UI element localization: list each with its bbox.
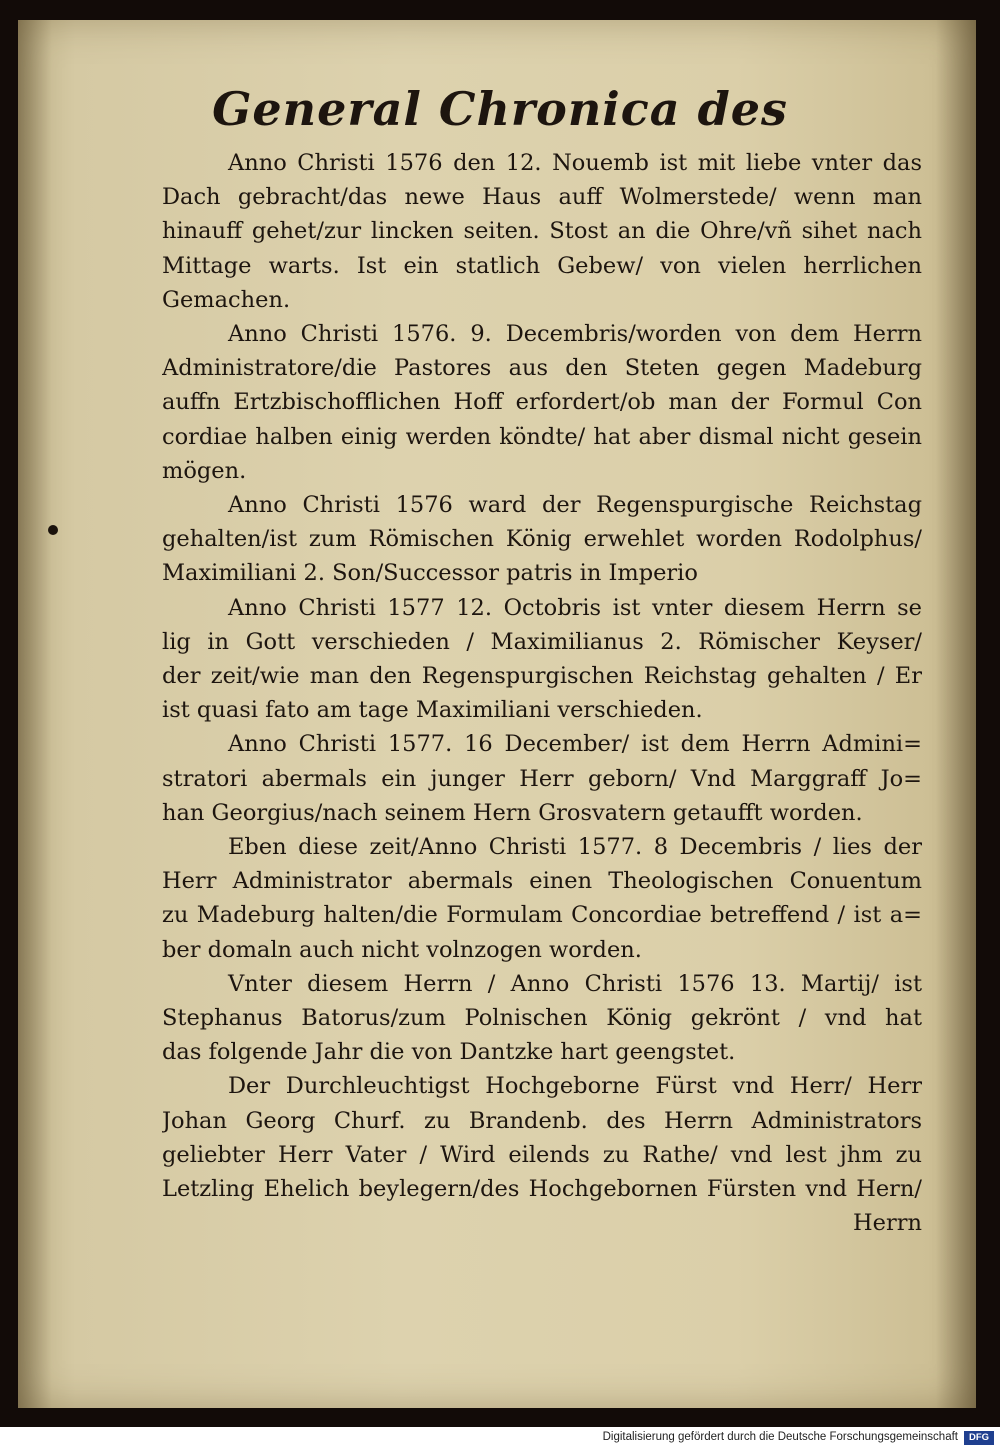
page-body-text xyxy=(162,146,922,1241)
text-line: Anno Christi 1576. 9. Decembris/worden von dem Herrn xyxy=(228,321,922,348)
text-line: Anno Christi 1577. 16 December/ ist dem Herrn Admini= xyxy=(228,731,922,758)
text-line: Stephanus Batorus/zum Polnischen König gekrönt / vnd hat xyxy=(162,1005,922,1032)
text-line: Anno Christi 1577 12. Octobris ist vnter diesem Herrn se xyxy=(228,594,922,621)
ink-dot-mark xyxy=(48,525,58,535)
text-line: Eben diese zeit/Anno Christi 1577. 8 Decembris / lies der xyxy=(228,834,922,861)
text-line: Anno Christi 1576 den 12. Nouemb ist mit liebe vnter das xyxy=(228,150,922,176)
text-line: Anno Christi 1576 ward der Regenspurgische Reichstag xyxy=(228,492,922,519)
text-line: Mittage warts. Ist ein statlich Gebew/ von vielen herrlichen xyxy=(162,252,922,279)
page-edge-shadow-right xyxy=(936,20,976,1408)
catchword: Herrn xyxy=(853,1210,922,1237)
text-line: auffn Ertzbischofflichen Hoff erfordert/ob man der Formul Con xyxy=(162,389,922,416)
text-line: gehalten/ist zum Römischen König erwehlet worden Rodolphus/ xyxy=(162,526,922,553)
text-line: mögen. xyxy=(162,457,247,484)
text-line: geliebter Herr Vater / Wird eilends zu Rathe/ vnd lest jhm zu xyxy=(162,1141,922,1168)
text-line: Vnter diesem Herrn / Anno Christi 1576 13. Martij/ ist xyxy=(228,970,922,997)
text-line: Johan Georg Churf. zu Brandenb. des Herrn Administrators xyxy=(162,1107,922,1134)
text-line: ist quasi fato am tage Maximiliani verschieden. xyxy=(162,697,703,724)
text-line: Letzling Ehelich beylegern/des Hochgebornen Fürsten vnd Hern/ xyxy=(162,1176,922,1203)
dfg-logo: DFG xyxy=(964,1431,994,1445)
text-line: Administratore/die Pastores aus den Steten gegen Madeburg xyxy=(162,355,922,382)
text-line: hinauff gehet/zur lincken seiten. Stost an die Ohre/vñ sihet nach xyxy=(162,218,922,245)
text-line: Dach gebracht/das newe Haus auff Wolmerstede/ wenn man xyxy=(162,184,922,211)
page-edge-shadow-left xyxy=(18,20,52,1408)
running-head: General Chronica des xyxy=(212,82,788,136)
text-line: Gemachen. xyxy=(162,286,291,313)
text-line: das folgende Jahr die von Dantzke hart geengstet. xyxy=(162,1039,736,1066)
text-line: Maximiliani 2. Son/Successor patris in Imperio xyxy=(162,560,698,587)
text-line: stratori abermals ein junger Herr geborn/ Vnd Marggraff Jo= xyxy=(162,765,922,792)
text-line: der zeit/wie man den Regenspurgischen Reichstag gehalten / Er xyxy=(162,663,922,690)
text-line: ber domaln auch nicht volnzogen worden. xyxy=(162,936,642,963)
text-line: lig in Gott verschieden / Maximilianus 2. Römischer Keyser/ xyxy=(162,628,922,655)
text-line: han Georgius/nach seinem Hern Grosvatern getaufft worden. xyxy=(162,799,863,826)
text-line: cordiae halben einig werden köndte/ hat aber dismal nicht gesein xyxy=(162,423,922,450)
footer-bar xyxy=(0,1427,1000,1449)
text-line: Herr Administrator abermals einen Theologischen Conuentum xyxy=(162,868,922,895)
text-line: zu Madeburg halten/die Formulam Concordiae betreffend / ist a= xyxy=(162,902,922,929)
text-line: Der Durchleuchtigst Hochgeborne Fürst vnd Herr/ Herr xyxy=(228,1073,922,1100)
footer-credit: Digitalisierung gefördert durch die Deutsche Forschungsgemeinschaft xyxy=(602,1431,958,1443)
